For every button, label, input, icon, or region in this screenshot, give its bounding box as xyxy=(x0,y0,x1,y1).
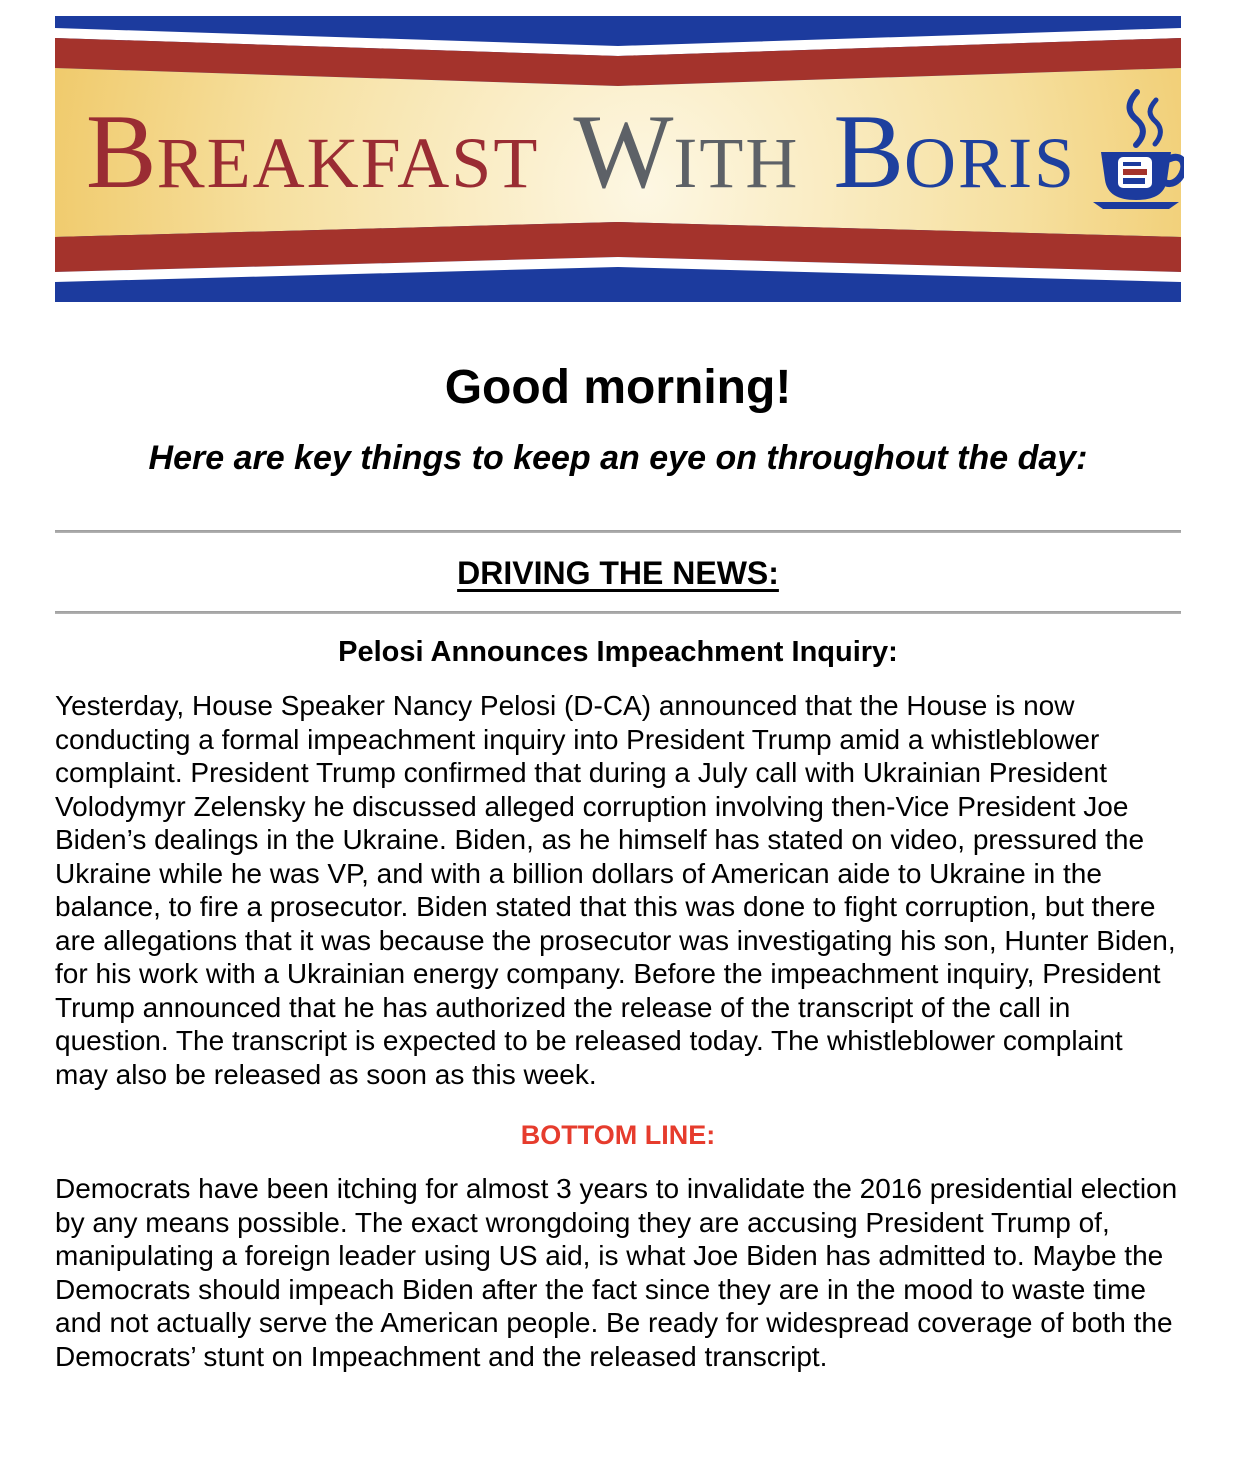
subtitle-text: Here are key things to keep an eye on throughout the day: xyxy=(148,439,1088,477)
driving-the-news-heading: DRIVING THE NEWS: xyxy=(457,555,779,591)
newsletter-banner xyxy=(55,16,1181,302)
story-title: Pelosi Announces Impeachment Inquiry: xyxy=(338,636,898,668)
banner-logo xyxy=(55,16,1181,302)
greeting-heading: Good morning! xyxy=(444,361,792,414)
bottom-line-paragraph: Democrats have been itching for almost 3 years to invalidate the 2016 presidential election by any means possible. The exact wrongdoing they are accusing President Trump of, manipulating a foreign leader using US aid, is what Joe Biden has admitted to. Maybe the Democrats should impeach Biden after the fact since they are in the mood to waste time and not actually serve the American people. Be ready for widespread coverage of both the Democrats’ stunt on Impeachment and the released transcript. xyxy=(55,1173,1178,1372)
story-paragraph: Yesterday, House Speaker Nancy Pelosi (D-CA) announced that the House is now conducting a formal impeachment inquiry into President Trump amid a whistleblower complaint. President Trump confirmed that during a July call with Ukrainian President Volodymyr Zelensky he discussed alleged corruption involving then-Vice President Joe Biden’s dealings in the Ukraine. Biden, as he himself has stated on video, pressured the Ukraine while he was VP, and with a billion dollars of American aide to Ukraine in the balance, to fire a prosecutor. Biden stated that this was done to fight corruption, but there are allegations that it was because the prosecutor was investigating his son, Hunter Biden, for his work with a Ukrainian energy company. Before the impeachment inquiry, President Trump announced that he has authorized the release of the transcript of the call in question. The transcript is expected to be released today. The whistleblower complaint may also be released as soon as this week. xyxy=(55,690,1176,1090)
divider-top xyxy=(55,530,1181,533)
bottom-line-heading: BOTTOM LINE: xyxy=(520,1120,716,1150)
steam-icon xyxy=(1130,92,1143,145)
logo-word-breakfast: BREAKFAST xyxy=(85,93,540,210)
cup-saucer xyxy=(1093,202,1179,209)
coffee-cup-icon xyxy=(1092,88,1184,210)
logo-word-with: WITH xyxy=(573,93,800,210)
logo-word-boris: BORIS xyxy=(833,93,1077,210)
divider-bottom xyxy=(55,611,1181,614)
banner-logo-text xyxy=(85,93,1077,210)
